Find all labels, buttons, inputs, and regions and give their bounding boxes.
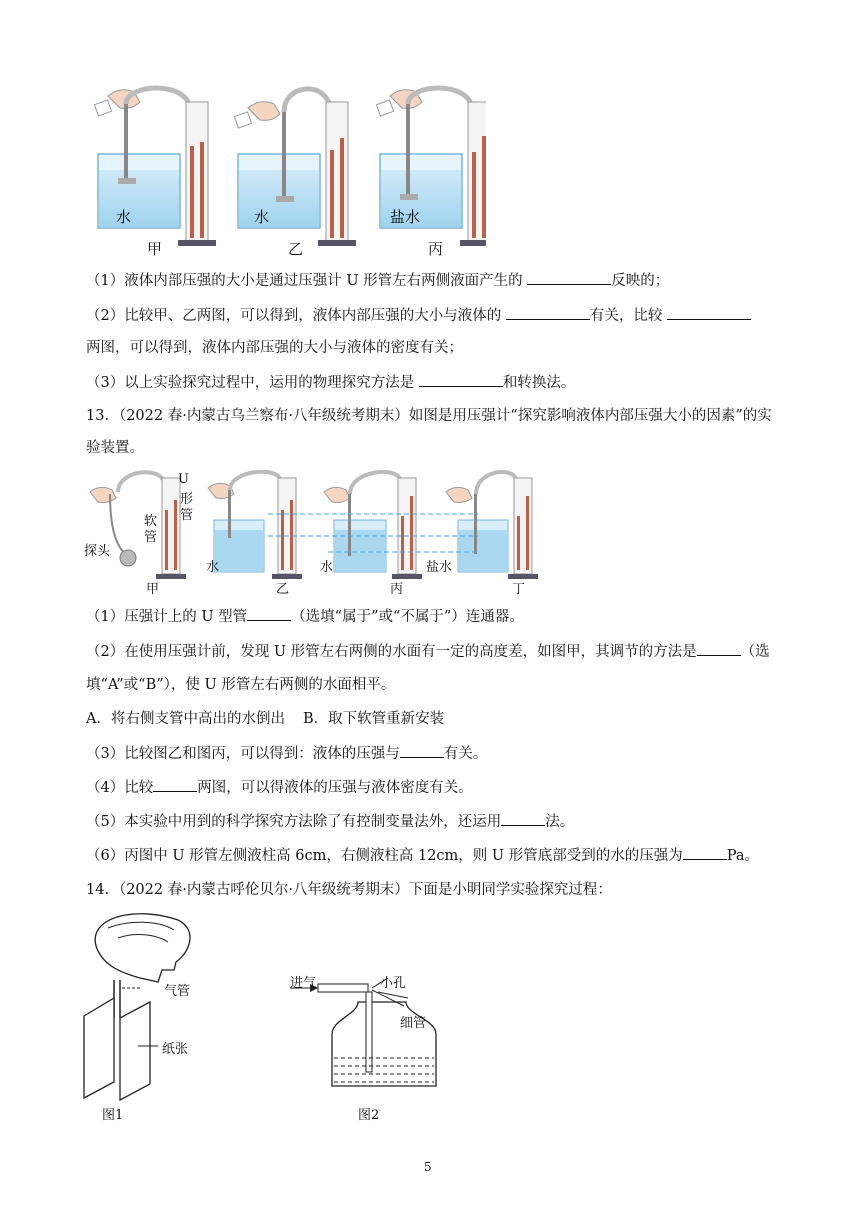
q13-p1 [86, 606, 524, 627]
label-probe: 探头 [84, 544, 111, 559]
q13-p6 [86, 845, 759, 866]
q12-l2b: 有关，比较 [589, 308, 667, 324]
apparatus-yi [234, 89, 356, 246]
q13-caption-yi: 乙 [276, 582, 290, 597]
q12-line-3: 两图，可以得到，液体内部压强的大小与液体的密度有关； [86, 340, 463, 356]
apparatus-bing [376, 88, 486, 246]
label-xing: 形 [180, 492, 194, 507]
blank-4[interactable] [419, 372, 503, 387]
caption-jia: 甲 [147, 240, 163, 258]
label-salt: 盐水 [426, 560, 453, 575]
q13-apparatus-bing [324, 472, 422, 579]
label-paper: 纸张 [162, 1042, 189, 1057]
q13-p4 [86, 777, 473, 798]
blank-3[interactable] [667, 305, 751, 320]
label-water-2: 水 [320, 560, 334, 575]
figure-1-blowing-paper [78, 906, 248, 1106]
q13-p1a: （1）压强计上的 U 型管 [86, 609, 248, 625]
blank-7[interactable] [400, 743, 444, 758]
label-guan: 管 [180, 508, 194, 523]
q13-p2a: （2）在使用压强计前，发现 U 形管左右两侧的水面有一定的高度差，如图甲，其调节的方法是 [86, 644, 697, 660]
label-inlet: 进气 [290, 976, 317, 991]
blank-2[interactable] [506, 305, 590, 320]
q13-p3a: （3）比较图乙和图丙，可以得到：液体的压强与 [86, 746, 400, 762]
q13-caption-ding: 丁 [512, 582, 526, 597]
q12-line-4 [86, 372, 575, 393]
q13-p4a: （4）比较 [86, 780, 154, 796]
q12-line-2 [86, 305, 751, 326]
q13-stem-2: 验装置。 [86, 440, 144, 456]
q12-l1a: （1）液体内部压强的大小是通过压强计 U 形管左右两侧液面产生的 [86, 273, 528, 289]
blank-5[interactable] [247, 606, 291, 621]
q14-stem: 14．（2022 春·内蒙古呼伦贝尔·八年级统考期末）下面是小明同学实验探究过程： [86, 882, 612, 898]
q13-p3b: 有关。 [443, 746, 488, 762]
q13-p5a: （5）本实验中用到的科学探究方法除了有控制变量法外，还运用 [86, 814, 502, 830]
q13-options [86, 709, 444, 729]
q13-p2c: 填“A”或“B”），使 U 形管左右两侧的水面相平。 [86, 677, 396, 693]
label-guan2: 管 [144, 530, 158, 545]
blank-8[interactable] [153, 777, 197, 792]
blank-1[interactable] [527, 270, 611, 285]
q13-apparatus-ding [446, 472, 538, 579]
fig2-caption: 图2 [358, 1108, 380, 1123]
blank-9[interactable] [501, 811, 545, 826]
q13-p4b: 两图，可以得液体的压强与液体密度有关。 [197, 780, 473, 796]
label-water-1: 水 [206, 560, 220, 575]
liquid-label-bing: 盐水 [390, 208, 421, 226]
q12-l1b: 反映的； [611, 273, 670, 289]
liquid-label-yi: 水 [254, 208, 270, 226]
q13-p1b: （选填“属于”或“不属于”）连通器。 [291, 609, 524, 625]
q13-p6b: Pa。 [726, 848, 759, 864]
figure-pressure-gauge-top [86, 84, 486, 260]
option-b[interactable]: B．取下软管重新安装 [302, 711, 445, 727]
blank-6[interactable] [697, 641, 741, 656]
option-a[interactable]: A．将右侧支管中高出的水倒出 [86, 711, 285, 727]
q13-p2 [86, 641, 770, 662]
q13-p5b: 法。 [545, 814, 575, 830]
label-u: U [178, 472, 189, 487]
label-ruan: 软 [144, 514, 158, 529]
caption-yi: 乙 [288, 240, 304, 258]
liquid-label-jia: 水 [116, 208, 132, 226]
q13-apparatus-yi [208, 472, 302, 579]
q13-p2b: （选 [740, 644, 770, 660]
q13-caption-bing: 丙 [390, 582, 404, 597]
q13-p5 [86, 811, 574, 832]
apparatus-jia [94, 88, 216, 246]
q13-p3 [86, 743, 487, 764]
caption-bing: 丙 [428, 240, 444, 258]
q12-line-1 [86, 270, 669, 291]
q13-apparatus-jia [90, 472, 186, 579]
blank-10[interactable] [683, 845, 727, 860]
label-hole: 小孔 [380, 976, 407, 991]
q13-p6a: （6）丙图中 U 形管左侧液柱高 6cm，右侧液柱高 12cm，则 U 形管底部受到的水的压强为 [86, 848, 683, 864]
q13-caption-jia: 甲 [146, 582, 160, 597]
label-tube: 气管 [164, 984, 191, 999]
q12-l4a: （3）以上实验探究过程中，运用的物理探究方法是 [86, 375, 419, 391]
q12-l2a: （2）比较甲、乙两图，可以得到，液体内部压强的大小与液体的 [86, 308, 506, 324]
label-thin-tube: 细管 [400, 1016, 427, 1031]
fig1-caption: 图1 [102, 1108, 124, 1123]
q13-stem-1: 13．（2022 春·内蒙古乌兰察布·八年级统考期末）如图是用压强计“探究影响液体内部压强大小的因素”的实 [86, 408, 772, 424]
q12-l4b: 和转换法。 [502, 375, 576, 391]
page-number: 5 [424, 1160, 432, 1174]
